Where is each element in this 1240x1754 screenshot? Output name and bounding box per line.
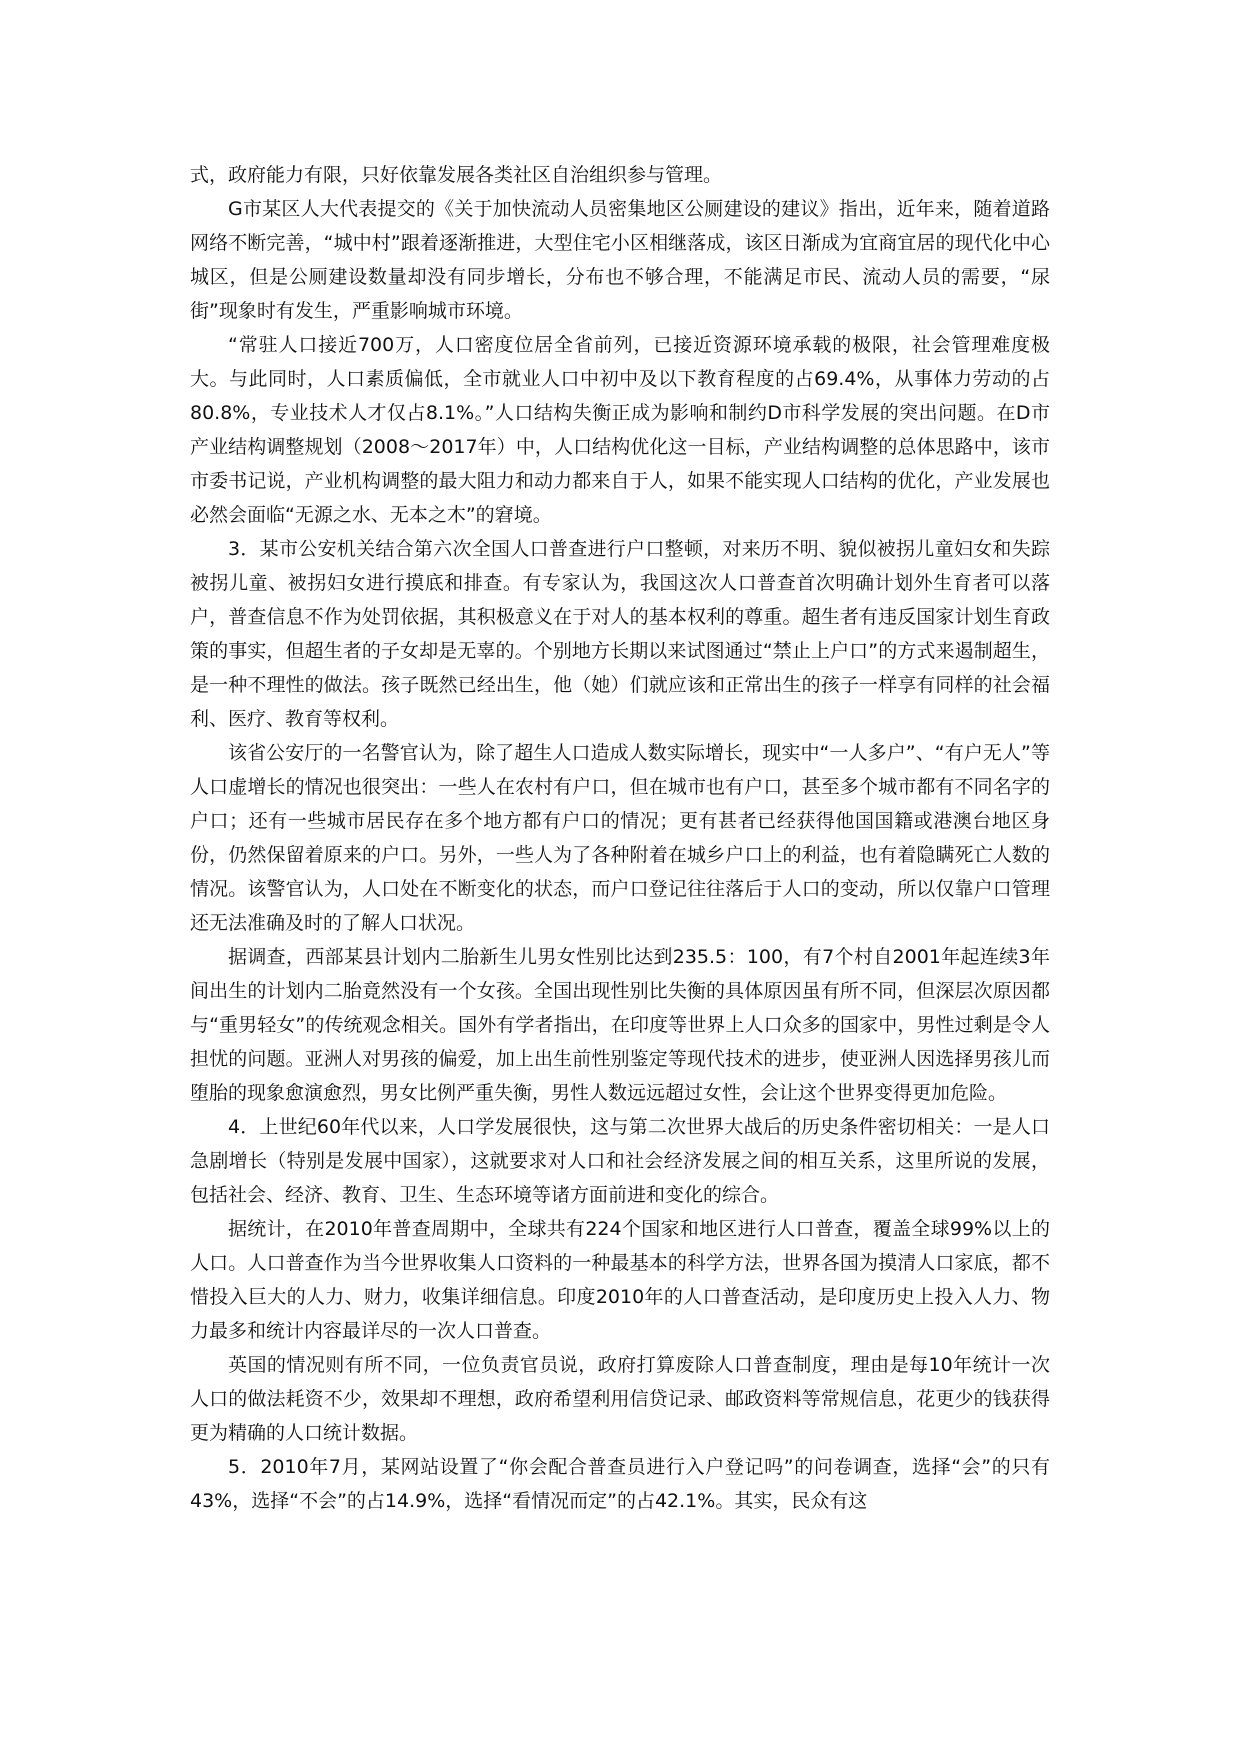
paragraph-item-4-demography: 4．上世纪60年代以来，人口学发展很快，这与第二次世界大战后的历史条件密切相关：一是人口急剧增长（特别是发展中国家），这就要求对人口和社会经济发展之间的相互关系，这里所说的发展，包括社会、经济、教育、卫生、生态环境等诸方面前进和变化的综合。	[190, 1116, 1050, 1206]
paragraph-uk-census: 英国的情况则有所不同，一位负责官员说，政府打算废除人口普查制度，理由是每10年统计一次人口的做法耗资不少，效果却不理想，政府希望利用信贷记录、邮政资料等常规信息，花更少的钱获得更为精确的人口统计数据。	[190, 1354, 1050, 1444]
paragraph-population-structure: “常驻人口接近700万，人口密度位居全省前列，已接近资源环境承载的极限，社会管理难度极大。与此同时，人口素质偏低，全市就业人口中初中及以下教育程度的占69.4%，从事体力劳动的占80.8%，专业技术人才仅占8.1%。”人口结构失衡正成为影响和制约D市科学发展的突出问题。在D市产业结构调整规划（2008～2017年）中，人口结构优化这一目标，产业结构调整的总体思路中，该市市委书记说，产业机构调整的最大阻力和动力都来自于人，如果不能实现人口结构的优化，产业发展也必然会面临“无源之水、无本之木”的窘境。	[190, 334, 1050, 526]
paragraph-global-census: 据统计，在2010年普查周期中，全球共有224个国家和地区进行人口普查，覆盖全球99%以上的人口。人口普查作为当今世界收集人口资料的一种最基本的科学方法，世界各国为摸清人口家底，都不惜投入巨大的人力、财力，收集详细信息。印度2010年的人口普查活动，是印度历史上投入人力、物力最多和统计内容最详尽的一次人口普查。	[190, 1218, 1050, 1342]
paragraph-public-toilet-proposal: G市某区人大代表提交的《关于加快流动人员密集地区公厕建设的建议》指出，近年来，随着道路网络不断完善，“城中村”跟着逐渐推进，大型住宅小区相继落成，该区日渐成为宜商宜居的现代化中心城区，但是公厕建设数量却没有同步增长，分布也不够合理，不能满足市民、流动人员的需要，“尿街”现象时有发生，严重影响城市环境。	[190, 198, 1050, 322]
paragraph-sex-ratio: 据调查，西部某县计划内二胎新生儿男女性别比达到235.5：100，有7个村自2001年起连续3年间出生的计划内二胎竟然没有一个女孩。全国出现性别比失衡的具体原因虽有所不同，但深层次原因都与“重男轻女”的传统观念相关。国外有学者指出，在印度等世界上人口众多的国家中，男性过剩是令人担忧的问题。亚洲人对男孩的偏爱，加上出生前性别鉴定等现代技术的进步，使亚洲人因选择男孩儿而堕胎的现象愈演愈烈，男女比例严重失衡，男性人数远远超过女性，会让这个世界变得更加危险。	[190, 946, 1050, 1104]
paragraph-item-3-household-registration: 3．某市公安机关结合第六次全国人口普查进行户口整顿，对来历不明、貌似被拐儿童妇女和失踪被拐儿童、被拐妇女进行摸底和排查。有专家认为，我国这次人口普查首次明确计划外生育者可以落户，普查信息不作为处罚依据，其积极意义在于对人的基本权利的尊重。超生者有违反国家计划生育政策的事实，但超生者的子女却是无辜的。个别地方长期以来试图通过“禁止上户口”的方式来遏制超生，是一种不理性的做法。孩子既然已经出生，他（她）们就应该和正常出生的孩子一样享有同样的社会福利、医疗、教育等权利。	[190, 538, 1050, 730]
paragraph-continuation: 式，政府能力有限，只好依靠发展各类社区自治组织参与管理。	[190, 164, 723, 186]
paragraph-police-officer-view: 该省公安厅的一名警官认为，除了超生人口造成人数实际增长，现实中“一人多户”、“有户无人”等人口虚增长的情况也很突出：一些人在农村有户口，但在城市也有户口，甚至多个城市都有不同名字的户口；还有一些城市居民存在多个地方都有户口的情况；更有甚者已经获得他国国籍或港澳台地区身份，仍然保留着原来的户口。另外，一些人为了各种附着在城乡户口上的利益，也有着隐瞒死亡人数的情况。该警官认为，人口处在不断变化的状态，而户口登记往往落后于人口的变动，所以仅靠户口管理还无法准确及时的了解人口状况。	[190, 742, 1050, 934]
document-page	[190, 158, 1050, 1518]
paragraph-item-5-survey: 5．2010年7月，某网站设置了“你会配合普查员进行入户登记吗”的问卷调查，选择“会”的只有43%，选择“不会”的占14.9%，选择“看情况而定”的占42.1%。其实，民众有这	[190, 1456, 1050, 1512]
